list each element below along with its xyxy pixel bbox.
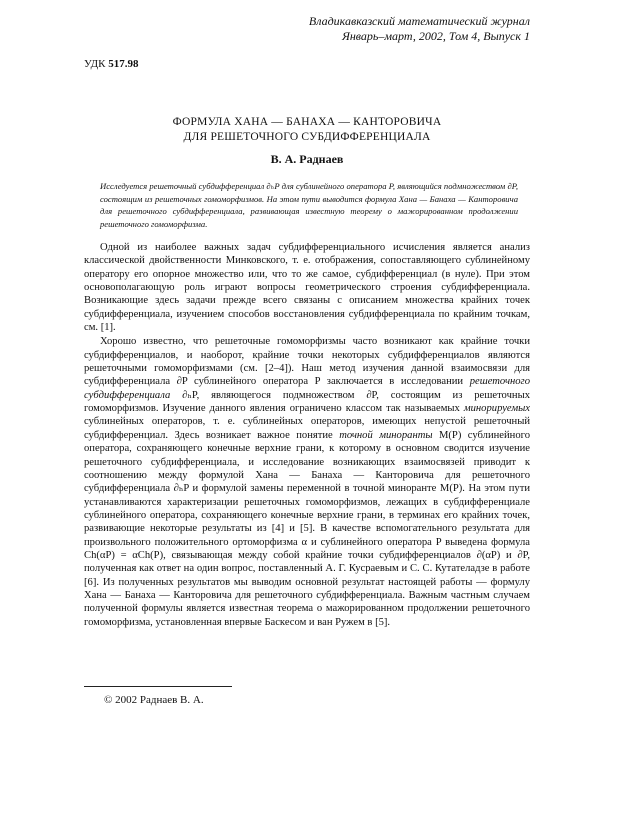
emphasis-lattice-subdifferential: решеточного субдифференциала <box>84 376 530 401</box>
emphasis-minorable: минорируемых <box>463 403 530 415</box>
paragraph-1: Одной из наиболее важных задач субдифференциального исчисления является анализ классической двойственности Минковского, т. е. отображения, сопоставляющего сублинейному оператору его опорное множество или, что то же самое, субдифференциал (в нуле). При этом основополагающую роль играют вопросы геометрического строения субдифференциала. Возникающие здесь задачи прежде всего связаны с описанием множества крайних точек субдифференциала, изучением способов восстановления субдифференциала по крайним точкам, см. [1]. <box>84 242 530 334</box>
udk-number: 517.98 <box>108 58 139 70</box>
paragraph-2-part-b: ∂ₕP, являющегося подмножеством ∂P, состоящим из решеточных гомоморфизмов. Изучение данного явления ограничено классом так называемых <box>84 389 530 415</box>
paper-title <box>84 115 530 145</box>
footnote-rule <box>84 686 232 687</box>
abstract: Исследуется решеточный субдифференциал ∂ₕP для сублинейного оператора P, являющийся подмножеством ∂P, состоящим из решеточных гомоморфизмов. На этом пути выводится формула Хана — Банаха — Канторовича для решеточного субдифференциала, развивающая известную теорему о мажорированном продолжении решеточного гомоморфизма. <box>100 181 518 229</box>
author-name: В. А. Раднаев <box>270 152 344 166</box>
emphasis-exact-minorant: точной миноранты <box>339 429 433 441</box>
paragraph-2 <box>84 335 530 629</box>
title-line-2: ДЛЯ РЕШЕТОЧНОГО СУБДИФФЕРЕНЦИАЛА <box>183 131 431 143</box>
paragraph-2-part-d: M(P) сублинейного оператора, сохраняющего конечные верхние грани, к которому в основном сводится изучение решеточного субдифференциала, и исследование возникающих взаимосвязей приводит к соотношению между формулой Хана — Банаха — Канторовича для решеточного субдифференциала ∂ₕP и формулой замены переменной в точной миноранте M(P). На этом пути устанавливаются характеризации решеточных гомоморфизмов, лежащих в субдифференциале сублинейного оператора, сохраняющего конечные верхние грани, в терминах его крайних точек, развивающие некоторые результаты из [4] и [5]. В качестве вспомогательного результата для произвольного положительного ортоморфизма α и сублинейного оператора P выведена формула Ch(αP) = αCh(P), связывающая между собой крайние точки субдифференциалов ∂(αP) и ∂P, полученная как ответ на один вопрос, поставленный А. Г. Кусраевым и С. С. Кутателадзе в работе [6]. Из полученных результатов мы выводим основной результат настоящей работы — формулу Хана — Банаха — Канторовича для решеточного субдифференциала. Важным частным случаем полученной формулы является известная теорема о мажорированном продолжении решеточного гомоморфизма, установленная впервые Баскесом и ван Ружем в [5]. <box>84 429 530 628</box>
udk-code <box>84 58 139 70</box>
copyright-footnote: © 2002 Раднаев В. А. <box>104 694 204 706</box>
journal-name: Владикавказский математический журнал <box>308 14 530 28</box>
title-line-1: ФОРМУЛА ХАНА — БАНАХА — КАНТОРОВИЧА <box>172 116 442 128</box>
body-text <box>84 241 530 629</box>
journal-header <box>309 14 530 44</box>
udk-label: УДК <box>84 58 106 70</box>
journal-issue: Январь–март, 2002, Том 4, Выпуск 1 <box>341 29 530 43</box>
paragraph-2-part-c: сублинейных операторов, т. е. сублинейных операторов, имеющих непустой решеточный субдифференциал. Здесь возникает важное понятие <box>84 416 530 441</box>
paragraph-2-part-a: Хорошо известно, что решеточные гомоморфизмы часто возникают как крайние точки субдифференциалов, и наоборот, крайние точки некоторых субдифференциалов являются решеточными гомоморфизмами (см. [2–4]). Наш метод изучения данной взаимосвязи для субдифференциала ∂P сублинейного оператора P заключается в исследовании <box>84 336 530 388</box>
